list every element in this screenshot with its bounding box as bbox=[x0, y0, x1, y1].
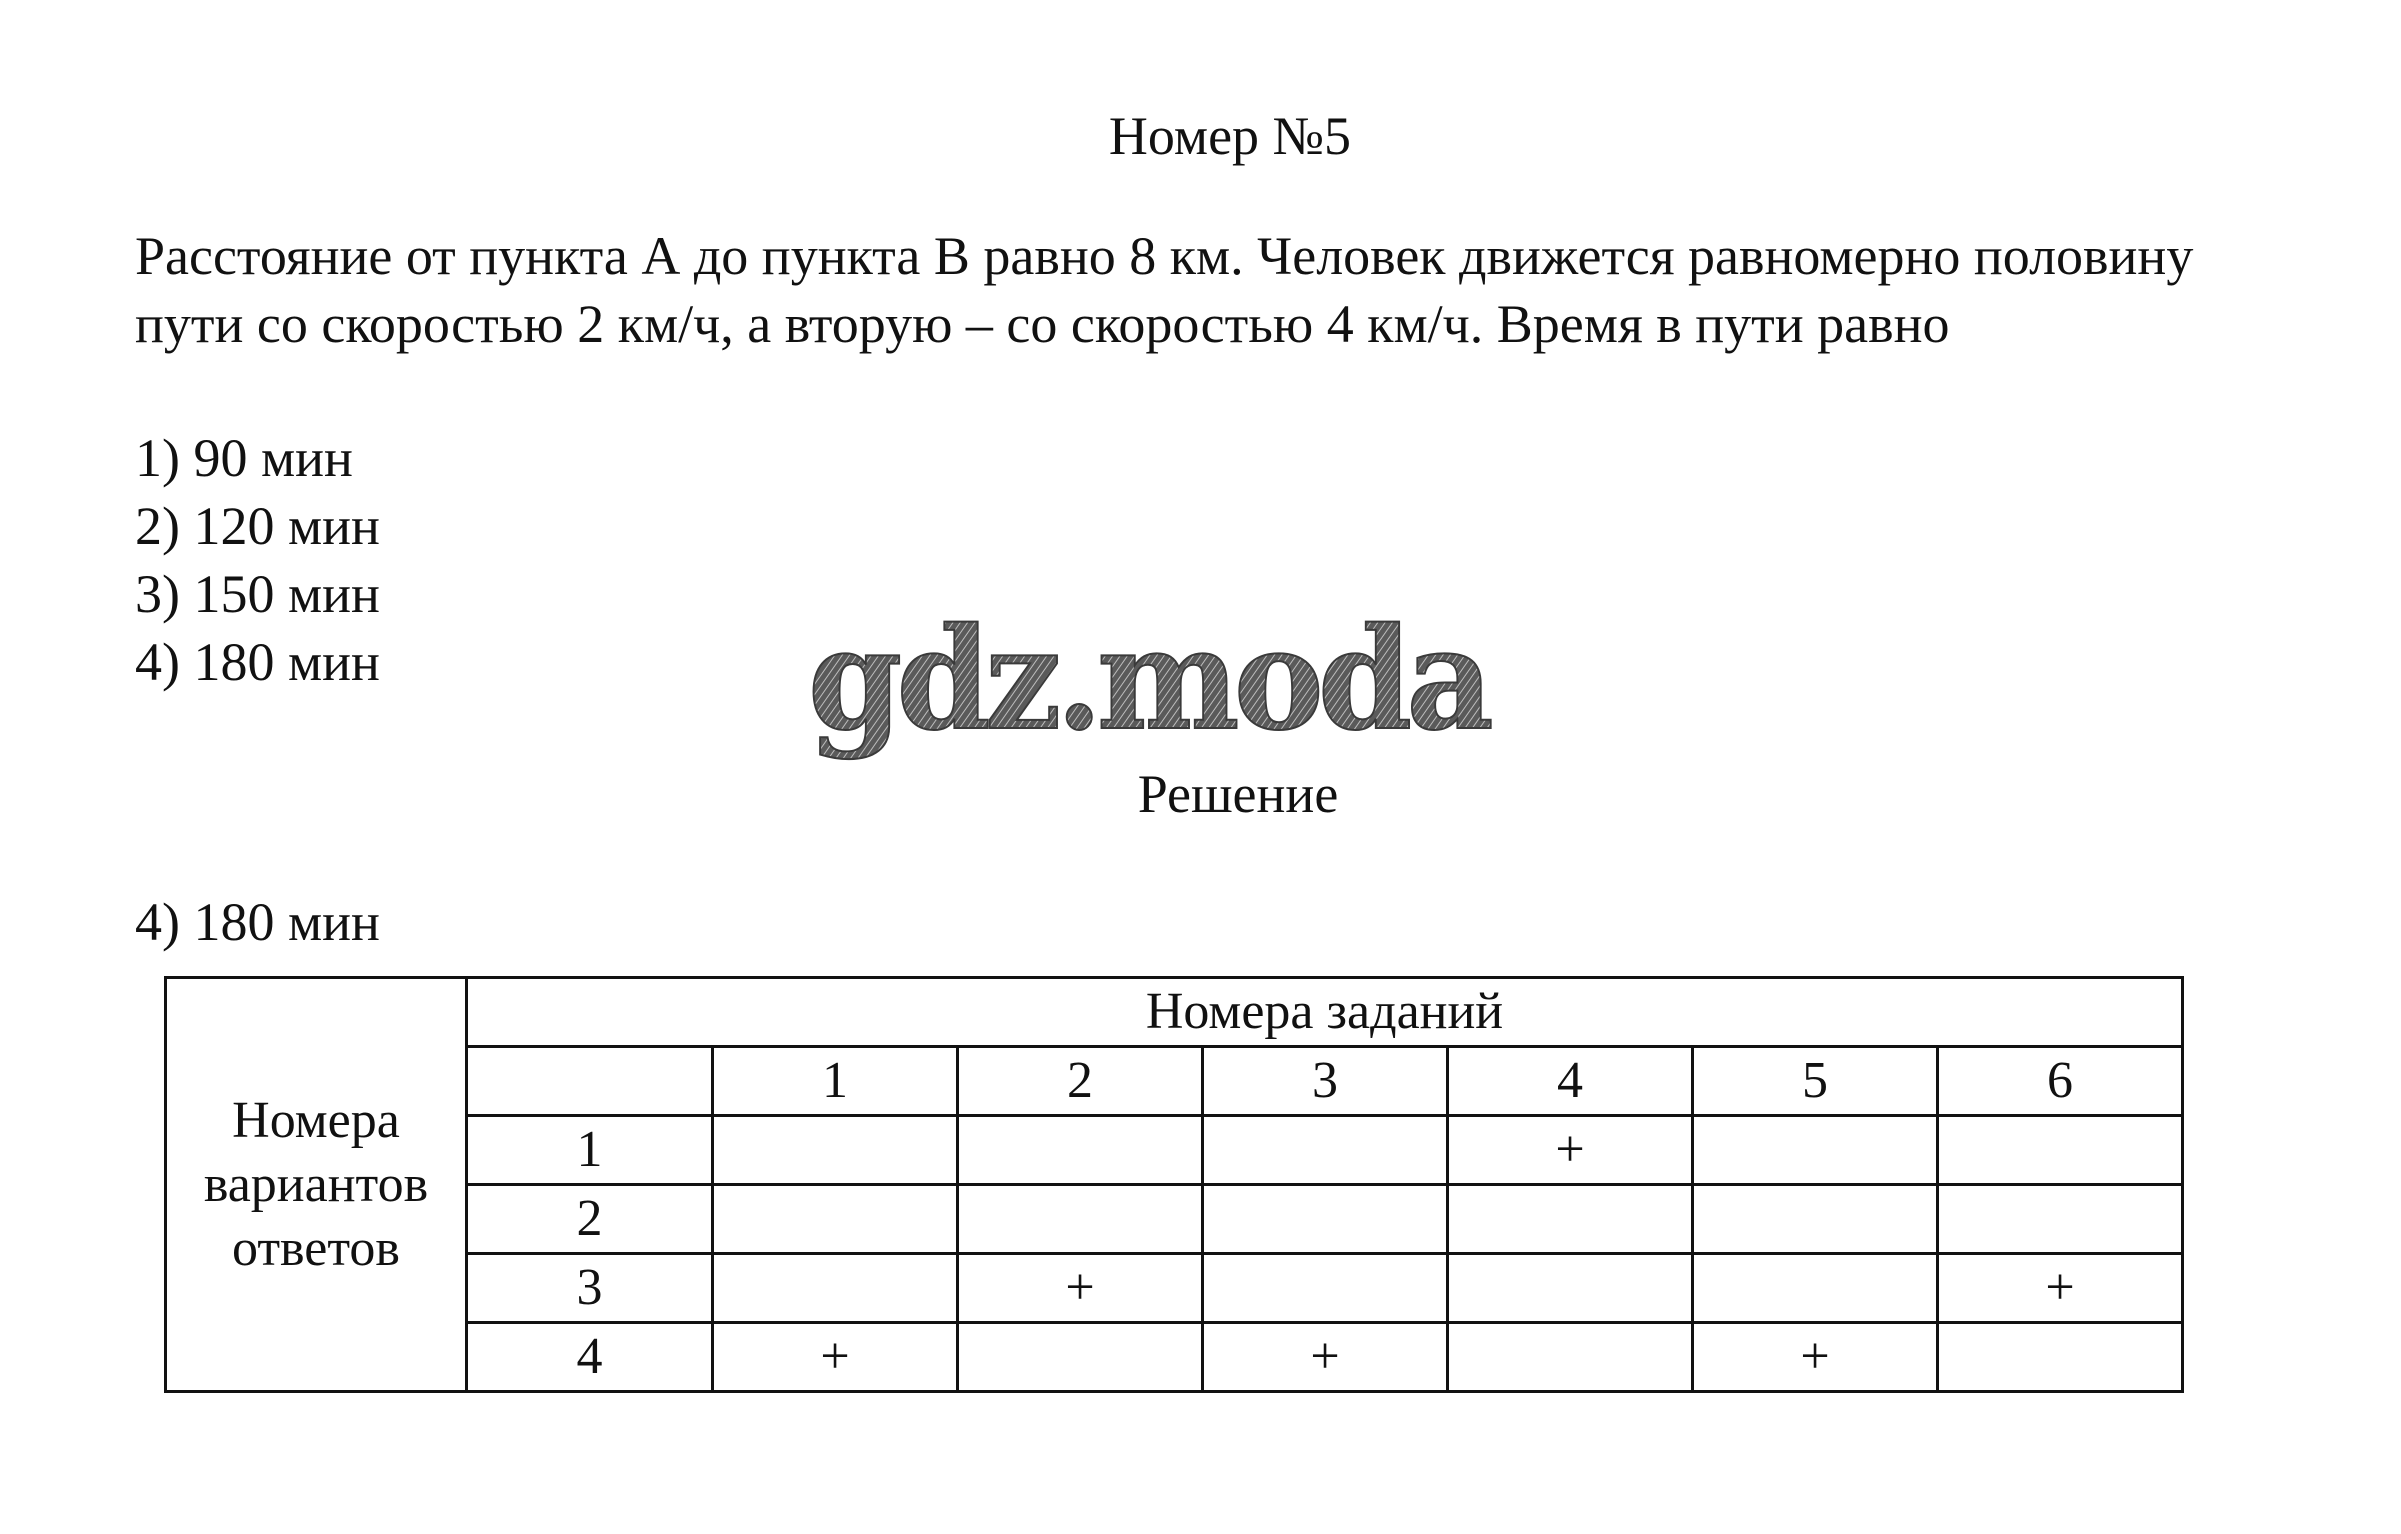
table-row bbox=[166, 1254, 2183, 1323]
table-cell: + bbox=[1448, 1116, 1693, 1185]
side-label-cell bbox=[166, 978, 467, 1392]
solution-answer: 4) 180 мин bbox=[135, 892, 380, 952]
option-3: 3) 150 мин bbox=[135, 564, 380, 624]
problem-text: Расстояние от пункта А до пункта В равно 8 км. Человек движется равномерно половину пути со скоростью 2 км/ч, а вторую – со скоростью 4 км/ч. Время в пути равно bbox=[135, 226, 2194, 354]
option-2: 2) 120 мин bbox=[135, 496, 380, 556]
column-header: 3 bbox=[1203, 1047, 1448, 1116]
table-cell bbox=[1203, 1185, 1448, 1254]
table-cell bbox=[1938, 1323, 2183, 1392]
table-row bbox=[166, 1185, 2183, 1254]
side-label-line-3: ответов bbox=[232, 1219, 400, 1277]
table-cell bbox=[1938, 1185, 2183, 1254]
row-label: 3 bbox=[467, 1254, 713, 1323]
row-label: 1 bbox=[467, 1116, 713, 1185]
table-header-row bbox=[166, 978, 2183, 1047]
watermark-logo bbox=[800, 610, 1500, 780]
table-cell bbox=[1203, 1116, 1448, 1185]
table-cell bbox=[1203, 1254, 1448, 1323]
svg-text:gdz.moda: gdz.moda bbox=[808, 610, 1492, 762]
corner-cell bbox=[467, 1047, 713, 1116]
table-cell bbox=[958, 1116, 1203, 1185]
column-header: 6 bbox=[1938, 1047, 2183, 1116]
table-cell bbox=[1448, 1254, 1693, 1323]
table-cell bbox=[1448, 1323, 1693, 1392]
table-row bbox=[166, 1116, 2183, 1185]
table-cell bbox=[713, 1254, 958, 1323]
problem-statement bbox=[135, 222, 2315, 358]
column-header: 5 bbox=[1693, 1047, 1938, 1116]
table-cell: + bbox=[1938, 1254, 2183, 1323]
table-cell: + bbox=[713, 1323, 958, 1392]
side-label-line-1: Номера bbox=[232, 1091, 400, 1149]
table-cell: + bbox=[1693, 1323, 1938, 1392]
table-cell: + bbox=[1203, 1323, 1448, 1392]
column-header: 2 bbox=[958, 1047, 1203, 1116]
table-cell bbox=[713, 1116, 958, 1185]
table-row bbox=[166, 1323, 2183, 1392]
table-cell bbox=[1693, 1185, 1938, 1254]
column-header: 4 bbox=[1448, 1047, 1693, 1116]
answer-options bbox=[135, 424, 380, 696]
answer-table bbox=[164, 976, 2184, 1393]
option-1: 1) 90 мин bbox=[135, 428, 353, 488]
row-label: 2 bbox=[467, 1185, 713, 1254]
solution-title: Решение bbox=[1137, 764, 1339, 824]
table-cell: + bbox=[958, 1254, 1203, 1323]
side-label-line-2: вариантов bbox=[203, 1155, 429, 1213]
page-title: Номер №5 bbox=[1108, 106, 1352, 166]
table-cell bbox=[958, 1323, 1203, 1392]
table-cell bbox=[1693, 1254, 1938, 1323]
option-4: 4) 180 мин bbox=[135, 632, 380, 692]
table-cell bbox=[1693, 1116, 1938, 1185]
table-header: Номера заданий bbox=[467, 978, 2183, 1047]
table-cell bbox=[713, 1185, 958, 1254]
table-cell bbox=[1448, 1185, 1693, 1254]
row-label: 4 bbox=[467, 1323, 713, 1392]
column-header-row bbox=[166, 1047, 2183, 1116]
table-cell bbox=[958, 1185, 1203, 1254]
table-cell bbox=[1938, 1116, 2183, 1185]
column-header: 1 bbox=[713, 1047, 958, 1116]
